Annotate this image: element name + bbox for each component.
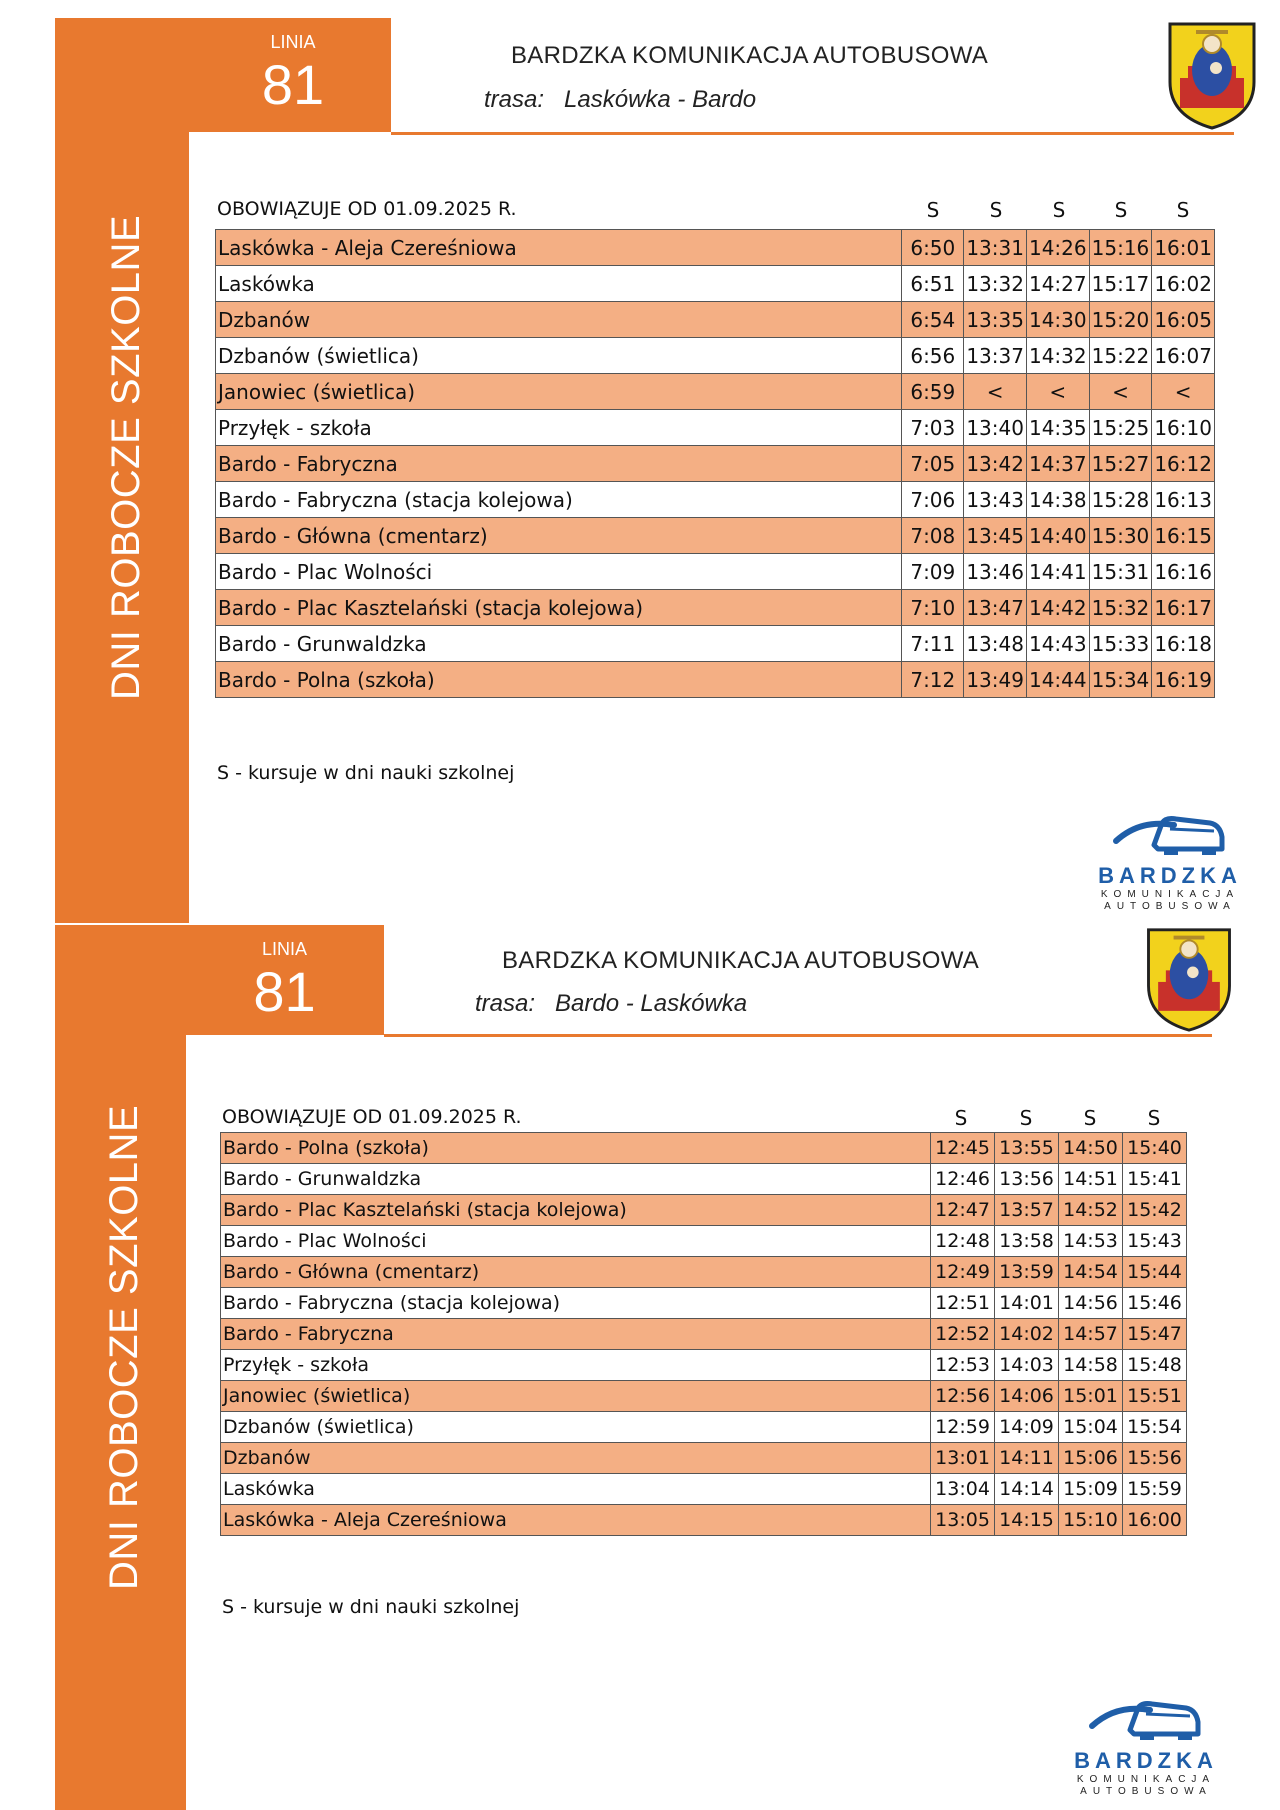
stop-name: Bardo - Główna (cmentarz): [221, 1257, 931, 1288]
route-name: Bardo - Laskówka: [555, 990, 748, 1017]
stop-name: Bardo - Plac Wolności: [221, 1226, 931, 1257]
departure-time: 12:45: [931, 1133, 995, 1164]
departure-time: 12:49: [931, 1257, 995, 1288]
stop-name: Laskówka: [216, 266, 902, 302]
trasa-label: trasa:: [484, 86, 545, 113]
table-row: [221, 1381, 1187, 1412]
departure-time: 14:14: [995, 1474, 1059, 1505]
route-name: Laskówka - Bardo: [564, 86, 757, 113]
course-marker: S: [1083, 1106, 1097, 1130]
logo-line1: KOMUNIKACJA: [1076, 1774, 1216, 1785]
departure-time: 6:59: [902, 374, 964, 410]
table-row: [221, 1164, 1187, 1195]
departure-time: 12:47: [931, 1195, 995, 1226]
departure-time: 15:25: [1089, 410, 1152, 446]
coat-of-arms-icon: [1144, 926, 1234, 1034]
trasa-label: trasa:: [475, 990, 536, 1017]
stop-name: Janowiec (świetlica): [221, 1381, 931, 1412]
departure-time: 14:03: [995, 1350, 1059, 1381]
departure-time: 14:11: [995, 1443, 1059, 1474]
departure-time: 6:56: [902, 338, 964, 374]
departure-time: <: [1152, 374, 1215, 410]
company-logo: [1066, 1700, 1226, 1798]
departure-time: 14:42: [1026, 590, 1089, 626]
course-marker: S: [954, 1106, 968, 1130]
departure-time: 16:00: [1123, 1505, 1187, 1536]
course-marker: S: [1052, 198, 1066, 222]
departure-time: 16:01: [1152, 230, 1215, 266]
stop-name: Janowiec (świetlica): [216, 374, 902, 410]
logo-line1: KOMUNIKACJA: [1100, 889, 1240, 900]
departure-time: 12:59: [931, 1412, 995, 1443]
company-name: BARDZKA KOMUNIKACJA AUTOBUSOWA: [502, 947, 980, 974]
departure-time: 16:16: [1152, 554, 1215, 590]
stop-name: Bardo - Fabryczna (stacja kolejowa): [221, 1288, 931, 1319]
departure-time: 13:32: [964, 266, 1027, 302]
departure-time: 13:31: [964, 230, 1027, 266]
departure-time: 16:02: [1152, 266, 1215, 302]
departure-time: 15:51: [1123, 1381, 1187, 1412]
stop-name: Dzbanów (świetlica): [216, 338, 902, 374]
stop-name: Bardo - Plac Wolności: [216, 554, 902, 590]
departure-time: 13:58: [995, 1226, 1059, 1257]
legend-note: S - kursuje w dni nauki szkolnej: [222, 1596, 520, 1618]
departure-time: 14:50: [1059, 1133, 1123, 1164]
departure-time: 15:10: [1059, 1505, 1123, 1536]
departure-time: 16:18: [1152, 626, 1215, 662]
departure-time: 12:51: [931, 1288, 995, 1319]
departure-time: 7:09: [902, 554, 964, 590]
line-badge: [55, 925, 384, 1035]
departure-time: 14:58: [1059, 1350, 1123, 1381]
departure-time: 12:52: [931, 1319, 995, 1350]
departure-time: <: [964, 374, 1027, 410]
departure-time: 6:54: [902, 302, 964, 338]
bus-icon: [1086, 1700, 1206, 1744]
departure-time: 13:01: [931, 1443, 995, 1474]
side-label: DNI ROBOCZE SZKOLNE: [102, 1104, 146, 1590]
departure-time: 7:06: [902, 482, 964, 518]
valid-from: OBOWIĄZUJE OD 01.09.2025 R.: [222, 1106, 522, 1128]
stop-name: Bardo - Fabryczna (stacja kolejowa): [216, 482, 902, 518]
stop-name: Bardo - Fabryczna: [221, 1319, 931, 1350]
table-row: [221, 1133, 1187, 1164]
stop-name: Bardo - Grunwaldzka: [216, 626, 902, 662]
stop-name: Laskówka - Aleja Czereśniowa: [216, 230, 902, 266]
departure-time: 16:07: [1152, 338, 1215, 374]
logo-line2: AUTOBUSOWA: [1104, 901, 1236, 912]
departure-time: 13:43: [964, 482, 1027, 518]
departure-time: 14:02: [995, 1319, 1059, 1350]
company-name: BARDZKA KOMUNIKACJA AUTOBUSOWA: [511, 42, 989, 69]
departure-time: 14:56: [1059, 1288, 1123, 1319]
stop-name: Bardo - Plac Kasztelański (stacja kolejowa): [221, 1195, 931, 1226]
departure-time: 15:33: [1089, 626, 1152, 662]
departure-time: 7:11: [902, 626, 964, 662]
departure-time: 15:20: [1089, 302, 1152, 338]
departure-time: 14:35: [1026, 410, 1089, 446]
departure-time: 15:34: [1089, 662, 1152, 698]
departure-time: 15:32: [1089, 590, 1152, 626]
legend-note: S - kursuje w dni nauki szkolnej: [217, 762, 515, 784]
stop-name: Bardo - Polna (szkoła): [216, 662, 902, 698]
departure-time: 14:27: [1026, 266, 1089, 302]
stop-name: Bardo - Polna (szkoła): [221, 1133, 931, 1164]
stop-name: Dzbanów (świetlica): [221, 1412, 931, 1443]
departure-time: 16:10: [1152, 410, 1215, 446]
departure-time: 13:45: [964, 518, 1027, 554]
stop-name: Laskówka: [221, 1474, 931, 1505]
departure-time: <: [1026, 374, 1089, 410]
table-row: [221, 1226, 1187, 1257]
departure-time: 14:52: [1059, 1195, 1123, 1226]
departure-time: 13:40: [964, 410, 1027, 446]
timetable-table: [220, 1132, 1187, 1536]
departure-time: 14:09: [995, 1412, 1059, 1443]
departure-time: 13:37: [964, 338, 1027, 374]
departure-time: 15:17: [1089, 266, 1152, 302]
departure-time: 15:16: [1089, 230, 1152, 266]
departure-time: 15:43: [1123, 1226, 1187, 1257]
departure-time: 7:05: [902, 446, 964, 482]
departure-time: 15:27: [1089, 446, 1152, 482]
departure-time: <: [1089, 374, 1152, 410]
departure-time: 16:05: [1152, 302, 1215, 338]
departure-time: 13:46: [964, 554, 1027, 590]
departure-time: 14:32: [1026, 338, 1089, 374]
departure-time: 15:01: [1059, 1381, 1123, 1412]
departure-time: 13:49: [964, 662, 1027, 698]
departure-time: 13:47: [964, 590, 1027, 626]
course-marker: S: [1147, 1106, 1161, 1130]
departure-time: 13:42: [964, 446, 1027, 482]
departure-time: 16:17: [1152, 590, 1215, 626]
table-row: [221, 1350, 1187, 1381]
course-marker: S: [1019, 1106, 1033, 1130]
departure-time: 14:57: [1059, 1319, 1123, 1350]
departure-time: 13:57: [995, 1195, 1059, 1226]
departure-time: 13:48: [964, 626, 1027, 662]
departure-time: 15:56: [1123, 1443, 1187, 1474]
course-marker: S: [989, 198, 1003, 222]
departure-time: 13:35: [964, 302, 1027, 338]
departure-time: 14:38: [1026, 482, 1089, 518]
departure-time: 16:15: [1152, 518, 1215, 554]
departure-time: 7:12: [902, 662, 964, 698]
departure-time: 7:08: [902, 518, 964, 554]
departure-time: 14:51: [1059, 1164, 1123, 1195]
departure-time: 15:06: [1059, 1443, 1123, 1474]
departure-time: 6:51: [902, 266, 964, 302]
course-marker: S: [926, 198, 940, 222]
table-row: [221, 1412, 1187, 1443]
line-number: 81: [261, 53, 325, 116]
departure-time: 15:04: [1059, 1412, 1123, 1443]
departure-time: 15:54: [1123, 1412, 1187, 1443]
departure-time: 15:47: [1123, 1319, 1187, 1350]
course-marker: S: [1114, 198, 1128, 222]
course-marker: S: [1176, 198, 1190, 222]
departure-time: 15:31: [1089, 554, 1152, 590]
stop-name: Laskówka - Aleja Czereśniowa: [221, 1505, 931, 1536]
line-number: 81: [253, 960, 316, 1023]
departure-time: 13:04: [931, 1474, 995, 1505]
departure-time: 15:30: [1089, 518, 1152, 554]
departure-time: 15:22: [1089, 338, 1152, 374]
table-row: [221, 1443, 1187, 1474]
departure-time: 7:03: [902, 410, 964, 446]
departure-time: 15:09: [1059, 1474, 1123, 1505]
departure-time: 14:43: [1026, 626, 1089, 662]
table-row: [221, 1319, 1187, 1350]
departure-time: 14:26: [1026, 230, 1089, 266]
stop-name: Przyłęk - szkoła: [216, 410, 902, 446]
departure-time: 14:41: [1026, 554, 1089, 590]
departure-time: 13:05: [931, 1505, 995, 1536]
line-label: LINIA: [261, 939, 308, 959]
route-line: [475, 990, 747, 1018]
logo-brand: BARDZKA: [1074, 1748, 1218, 1773]
valid-from: OBOWIĄZUJE OD 01.09.2025 R.: [217, 198, 517, 220]
stop-name: Bardo - Fabryczna: [216, 446, 902, 482]
departure-time: 6:50: [902, 230, 964, 266]
stop-name: Bardo - Plac Kasztelański (stacja kolejowa): [216, 590, 902, 626]
table-row: [221, 1474, 1187, 1505]
departure-time: 12:48: [931, 1226, 995, 1257]
departure-time: 14:40: [1026, 518, 1089, 554]
departure-time: 15:28: [1089, 482, 1152, 518]
departure-time: 14:54: [1059, 1257, 1123, 1288]
departure-time: 15:40: [1123, 1133, 1187, 1164]
departure-time: 15:59: [1123, 1474, 1187, 1505]
departure-time: 14:06: [995, 1381, 1059, 1412]
stop-name: Dzbanów: [216, 302, 902, 338]
departure-time: 14:15: [995, 1505, 1059, 1536]
departure-time: 16:13: [1152, 482, 1215, 518]
departure-time: 14:53: [1059, 1226, 1123, 1257]
table-row: [221, 1195, 1187, 1226]
side-label: DNI ROBOCZE SZKOLNE: [104, 214, 148, 700]
departure-time: 14:37: [1026, 446, 1089, 482]
departure-time: 15:41: [1123, 1164, 1187, 1195]
departure-time: 14:01: [995, 1288, 1059, 1319]
departure-time: 13:56: [995, 1164, 1059, 1195]
logo-brand: BARDZKA: [1098, 863, 1242, 888]
departure-time: 15:44: [1123, 1257, 1187, 1288]
stop-name: Dzbanów: [221, 1443, 931, 1474]
table-row: [221, 1505, 1187, 1536]
departure-time: 16:19: [1152, 662, 1215, 698]
line-label: LINIA: [270, 32, 316, 52]
table-row: [221, 1288, 1187, 1319]
departure-time: 12:46: [931, 1164, 995, 1195]
departure-time: 16:12: [1152, 446, 1215, 482]
departure-time: 14:44: [1026, 662, 1089, 698]
departure-time: 7:10: [902, 590, 964, 626]
departure-time: 15:46: [1123, 1288, 1187, 1319]
stop-name: Przyłęk - szkoła: [221, 1350, 931, 1381]
departure-time: 12:56: [931, 1381, 995, 1412]
departure-time: 13:59: [995, 1257, 1059, 1288]
departure-time: 15:42: [1123, 1195, 1187, 1226]
table-row: [221, 1257, 1187, 1288]
header-rule: [384, 1034, 1212, 1037]
logo-line2: AUTOBUSOWA: [1080, 1786, 1212, 1797]
departure-time: 14:30: [1026, 302, 1089, 338]
stop-name: Bardo - Główna (cmentarz): [216, 518, 902, 554]
departure-time: 15:48: [1123, 1350, 1187, 1381]
stop-name: Bardo - Grunwaldzka: [221, 1164, 931, 1195]
departure-time: 12:53: [931, 1350, 995, 1381]
departure-time: 13:55: [995, 1133, 1059, 1164]
